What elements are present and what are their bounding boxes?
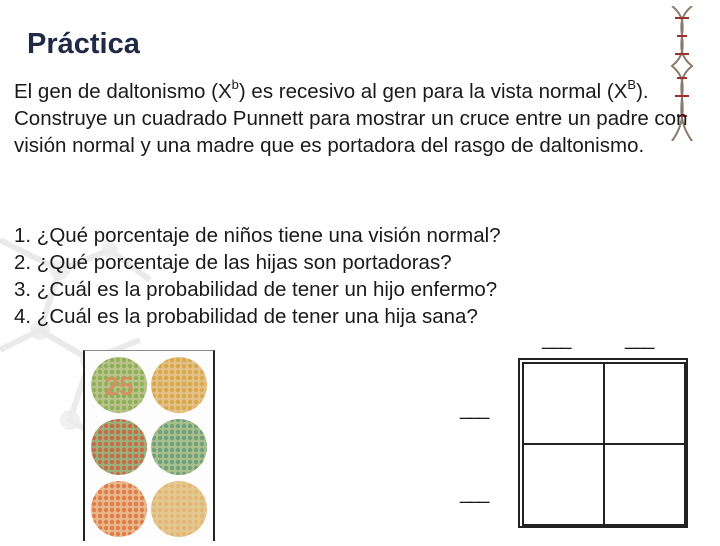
father-allele-blank-1: ___ — [542, 328, 570, 350]
punnett-cell[interactable] — [522, 443, 605, 526]
question-list — [14, 222, 634, 330]
color-blindness-plates — [83, 350, 215, 541]
question-item: 4. ¿Cuál es la probabilidad de tener una hija sana? — [14, 305, 478, 328]
punnett-cell[interactable] — [603, 443, 686, 526]
paragraph-text: ). Construye un cuadrado Punnett para mostrar un cruce entre un padre con visión normal y una madre que es portadora del rasgo de daltonismo. — [14, 80, 688, 157]
plate-number: 25 — [104, 371, 134, 401]
problem-paragraph — [14, 78, 704, 159]
slide-title: Práctica — [27, 28, 140, 60]
punnett-cell[interactable] — [603, 362, 686, 445]
mother-allele-blank-2: ___ — [460, 482, 488, 504]
paragraph-text: El gen de daltonismo (X — [14, 80, 232, 103]
ishihara-plates-image — [85, 351, 213, 541]
ishihara-plate — [91, 419, 147, 475]
allele-B-superscript: B — [627, 77, 637, 93]
ishihara-plate — [151, 419, 207, 475]
question-item: 2. ¿Qué porcentaje de las hijas son portadoras? — [14, 251, 452, 274]
allele-b-superscript: b — [231, 77, 239, 93]
mother-allele-blank-1: ___ — [460, 398, 488, 420]
ishihara-plate — [91, 481, 147, 537]
question-item: 1. ¿Qué porcentaje de niños tiene una visión normal? — [14, 224, 501, 247]
punnett-cell[interactable] — [522, 362, 605, 445]
paragraph-text: ) es recesivo al gen para la vista normal (X — [238, 80, 628, 103]
question-item: 3. ¿Cuál es la probabilidad de tener un hijo enfermo? — [14, 278, 498, 301]
father-allele-blank-2: ___ — [625, 328, 653, 350]
ishihara-plate — [151, 357, 207, 413]
punnett-square — [518, 358, 688, 528]
ishihara-plate — [151, 481, 207, 537]
